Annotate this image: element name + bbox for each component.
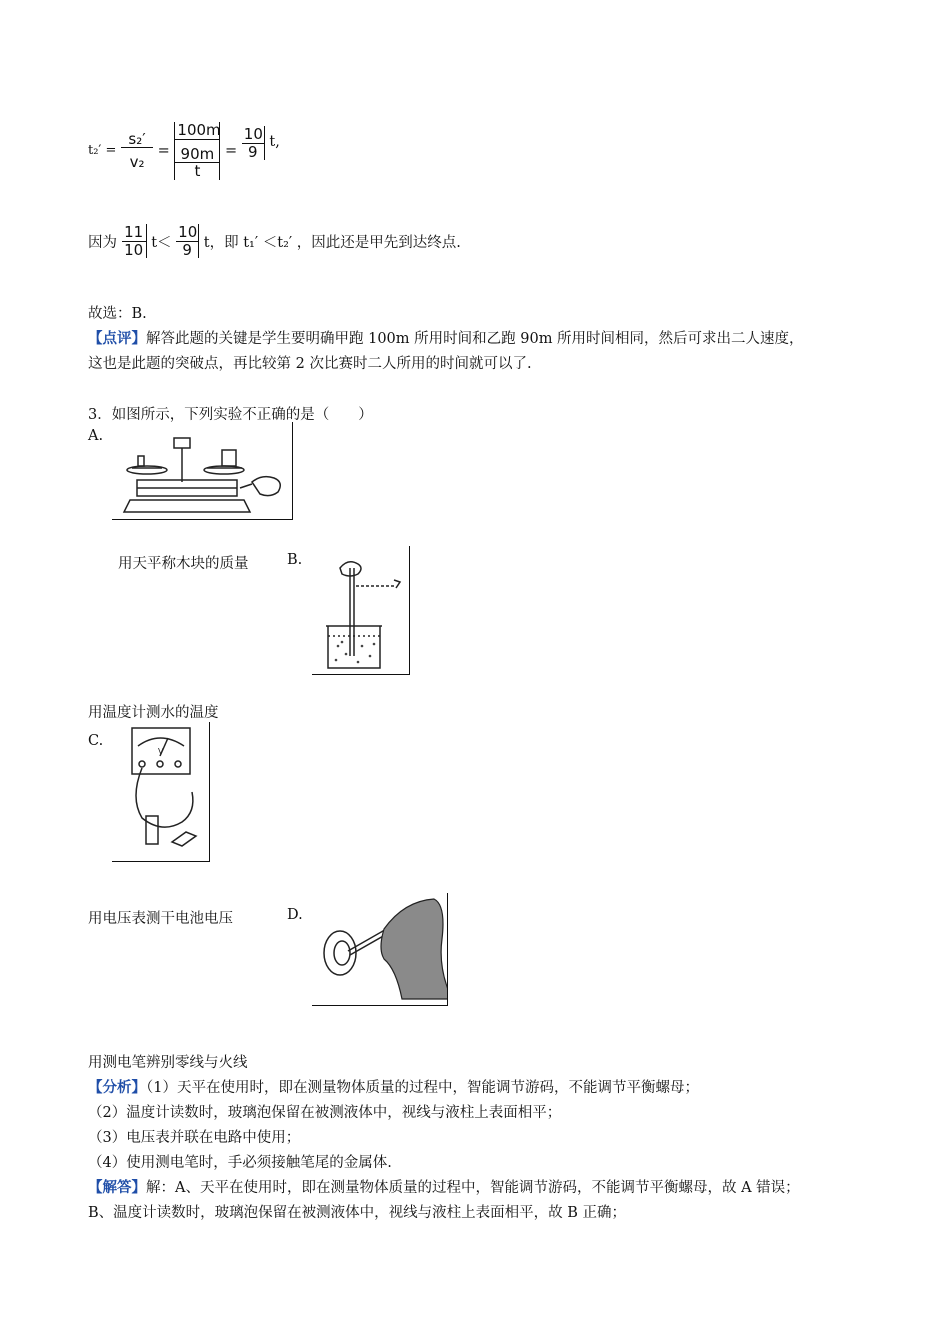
question-stem: 3．如图所示，下列实验不正确的是（ ） — [88, 407, 373, 423]
fraction-numerator: 10 — [178, 223, 198, 241]
formula-tail: t, — [269, 134, 280, 150]
figure-test-pen — [312, 893, 448, 1006]
option-d-label: D. — [287, 907, 303, 923]
formula-t2-prime — [88, 122, 280, 192]
fraction-denominator: 9 — [248, 142, 258, 161]
fraction-s2-over-v2 — [121, 131, 153, 171]
test-pen-icon — [312, 893, 447, 1005]
review-line-1 — [88, 327, 804, 348]
fraction-numerator: 10 — [243, 125, 263, 143]
fraction-denominator: 10 — [124, 240, 144, 259]
analysis-line-1 — [88, 1076, 699, 1097]
review-line-2: 这也是此题的突破点，再比较第 2 次比赛时二人所用的时间就可以了. — [88, 356, 532, 372]
fraction-denominator: v₂ — [129, 153, 145, 172]
option-b-caption: 用温度计测水的温度 — [88, 705, 219, 721]
review-text-1: 解答此题的关键是学生要明确甲跑 100m 所用时间和乙跑 90m 所用时间相同，然后可求出二人速度， — [146, 331, 804, 347]
fraction-denominator: 9 — [182, 240, 192, 259]
equals-sign: = — [157, 142, 170, 159]
fraction-11-over-10 — [122, 224, 147, 258]
formula-suffix: t，即 t₁′ ＜t₂′ ，因此还是甲先到达终点. — [203, 234, 461, 251]
formula-mid: t＜ — [151, 234, 172, 251]
analysis-tag: 【分析】 — [88, 1079, 146, 1096]
formula-prefix: 因为 — [88, 234, 117, 251]
balance-scale-icon — [112, 422, 292, 519]
solution-text-1: 解：A、天平在使用时，即在测量物体质量的过程中，智能调节游码，不能调节平衡螺母，故 A 错误； — [146, 1180, 800, 1196]
figure-voltmeter — [112, 722, 210, 862]
review-tag: 【点评】 — [88, 330, 146, 347]
figure-balance — [112, 422, 293, 520]
formula-comparison — [88, 224, 461, 270]
solution-line-1 — [88, 1176, 800, 1197]
analysis-line-3: （3）电压表并联在电路中使用； — [88, 1130, 301, 1146]
svg-text:V: V — [158, 747, 164, 756]
option-c-label: C. — [88, 733, 104, 749]
fraction-denominator-den: t — [194, 162, 201, 180]
option-a-label: A. — [88, 428, 104, 444]
fraction-10-over-9 — [242, 126, 265, 160]
option-a-caption: 用天平称木块的质量 — [118, 556, 249, 572]
solution-tag: 【解答】 — [88, 1179, 146, 1196]
fraction-10-over-9 — [176, 224, 199, 258]
answer-line: 故选：B. — [88, 306, 147, 322]
equals-sign: = — [225, 142, 238, 159]
thermometer-beaker-icon — [312, 546, 409, 674]
voltmeter-icon — [112, 722, 209, 861]
option-d-caption: 用测电笔辨别零线与火线 — [88, 1055, 248, 1071]
option-c-caption: 用电压表测干电池电压 — [88, 911, 233, 927]
analysis-line-2: （2）温度计读数时，玻璃泡保留在被测液体中，视线与液柱上表面相平； — [88, 1105, 562, 1121]
figure-thermometer — [312, 546, 410, 675]
analysis-text-1: （1）天平在使用时，即在测量物体质量的过程中，智能调节游码，不能调节平衡螺母； — [146, 1080, 699, 1096]
solution-line-2: B、温度计读数时，玻璃泡保留在被测液体中，视线与液柱上表面相平，故 B 正确； — [88, 1205, 627, 1221]
fraction-denominator-num: 90m — [175, 146, 219, 164]
fraction-numerator: s₂′ — [121, 131, 153, 149]
analysis-line-4: （4）使用测电笔时，手必须接触笔尾的金属体. — [88, 1155, 392, 1171]
fraction-numerator: 100m — [177, 121, 221, 139]
fraction-numerator: 11 — [122, 224, 146, 242]
formula-lhs: t₂′ = — [88, 143, 117, 159]
fraction-100m-over-90m-t — [174, 122, 220, 180]
option-b-label: B. — [287, 552, 303, 568]
